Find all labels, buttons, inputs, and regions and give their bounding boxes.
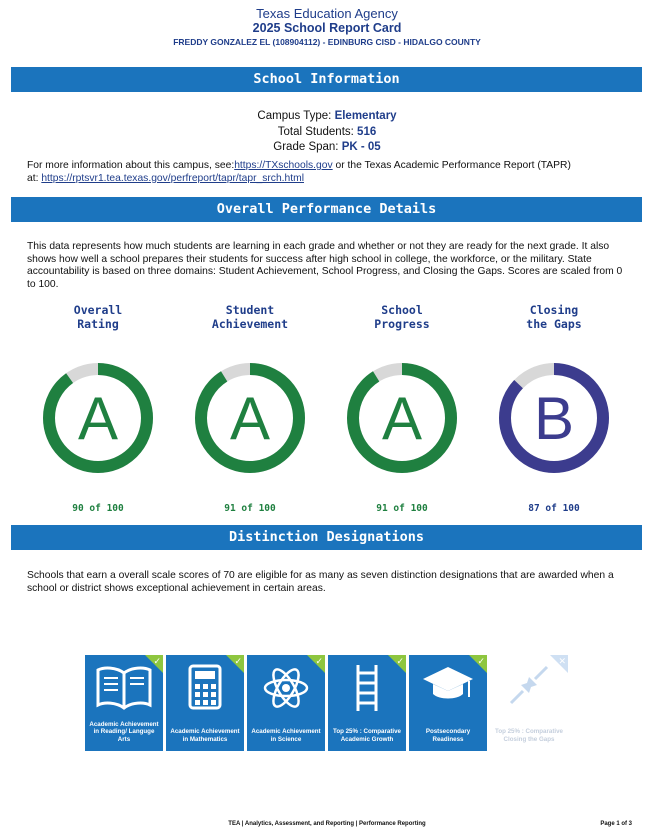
checkmark-icon: ✓ <box>315 656 323 666</box>
distinction-label: Top 25% : Comparative Academic Growth <box>333 728 401 743</box>
total-students-label: Total Students: <box>277 126 354 138</box>
distinction-tile <box>409 655 487 751</box>
metric-label-text: Student Achievement <box>211 303 289 331</box>
report-title: 2025 School Report Card <box>252 21 402 35</box>
metric-score: 91 of 100 <box>224 503 276 514</box>
grade-letter: B <box>533 385 575 452</box>
school-line: FREDDY GONZALEZ EL (108904112) - EDINBURG CISD - HIDALGO COUNTY <box>173 37 481 47</box>
metric-label-text: Closing the Gaps <box>526 303 582 331</box>
checkmark-icon: ✓ <box>396 656 404 666</box>
more-info <box>27 160 627 185</box>
metric-score: 87 of 100 <box>528 503 580 514</box>
grade-gauge <box>41 361 155 475</box>
x-mark-icon: ✕ <box>558 656 566 666</box>
metric-label-text: School Progress <box>374 303 430 331</box>
at-label: at: <box>27 172 42 184</box>
grade-gauge <box>345 361 459 475</box>
performance-heading: Overall Performance Details <box>11 197 642 222</box>
campus-type-value: Elementary <box>334 110 397 122</box>
total-students <box>0 126 654 138</box>
distinction-tile <box>328 655 406 751</box>
metric-label <box>190 303 310 331</box>
distinctions-heading: Distinction Designations <box>11 525 642 550</box>
more-info-prefix: For more information about this campus, see: <box>27 160 235 171</box>
metric-score: 91 of 100 <box>376 503 428 514</box>
grade-span-value: PK - 05 <box>341 141 381 153</box>
distinction-tile <box>247 655 325 751</box>
metric-score: 90 of 100 <box>72 503 124 514</box>
distinction-label: Academic Achievement in Science <box>251 728 321 743</box>
campus-type <box>0 110 654 122</box>
page-number: Page 1 of 3 <box>600 821 632 827</box>
metric-label <box>494 303 614 331</box>
distinction-tile <box>166 655 244 751</box>
metric-label-text: Overall Rating <box>73 303 123 331</box>
distinction-label: Top 25% : Comparative Closing the Gaps <box>495 728 563 743</box>
metric-label <box>38 303 158 331</box>
grade-span <box>0 141 654 153</box>
checkmark-icon: ✓ <box>477 656 485 666</box>
grade-span-label: Grade Span: <box>273 141 339 153</box>
distinction-tile <box>490 655 568 751</box>
performance-description: This data represents how much students are learning in each grade and whether or not they are ready for the next grade. It also shows how well a school prepares their students for success after high school in college, the workforce, or the military. State accountability is based on three domains: Student Achievement, School Progress, and Closing the Gaps. Scores are scaled from 0 to 100. <box>27 241 623 290</box>
distinction-label: Academic Achievement in Mathematics <box>170 728 240 743</box>
txschools-link[interactable]: https://TXschools.gov <box>234 160 333 171</box>
grade-gauge <box>497 361 611 475</box>
more-info-mid: or the Texas Academic Performance Report (TAPR) <box>332 160 571 171</box>
tapr-link[interactable]: https://rptsvr1.tea.texas.gov/perfreport/tapr/tapr_srch.html <box>41 172 304 184</box>
distinction-label: Academic Achievement in Reading/ Languge Arts <box>89 720 159 743</box>
metric-label <box>342 303 462 331</box>
total-students-value: 516 <box>357 126 377 138</box>
grade-letter: A <box>229 385 271 452</box>
grade-letter: A <box>77 385 119 452</box>
distinctions-description: Schools that earn a overall scale scores of 70 are eligible for as many as seven distinction designations that are awarded when a school or district shows exceptional achievement in certain areas. <box>27 570 614 594</box>
distinction-label: Postsecondary Readiness <box>425 728 471 743</box>
checkmark-icon: ✓ <box>153 656 161 666</box>
grade-gauge <box>193 361 307 475</box>
grade-letter: A <box>381 385 423 452</box>
agency-name: Texas Education Agency <box>256 6 398 21</box>
footer-text: TEA | Analytics, Assessment, and Reporting | Performance Reporting <box>228 821 426 827</box>
school-information-heading: School Information <box>11 67 642 92</box>
campus-type-label: Campus Type: <box>257 110 332 122</box>
checkmark-icon: ✓ <box>234 656 242 666</box>
distinction-tile <box>85 655 163 751</box>
